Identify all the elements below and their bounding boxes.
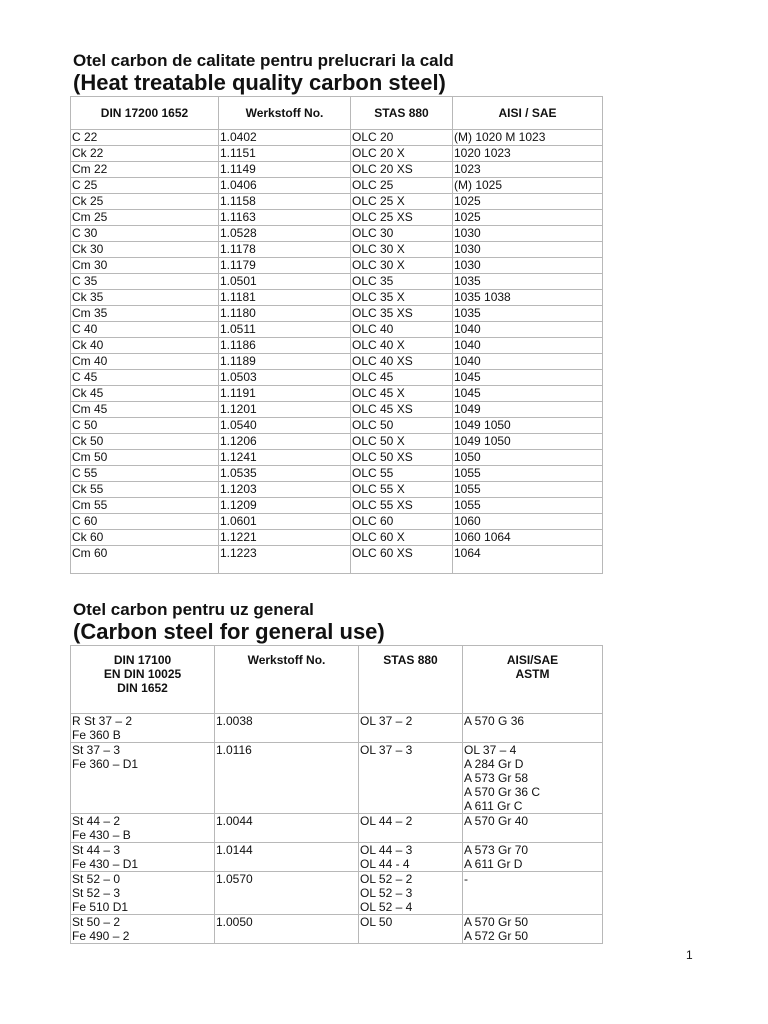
table-cell: 1.1201 — [219, 402, 351, 418]
table-cell: 1.1206 — [219, 434, 351, 450]
table-cell: Cm 60 — [71, 546, 219, 574]
table-row — [71, 290, 603, 306]
table-cell: A 570 Gr 40 — [463, 814, 603, 843]
table-cell: Ck 60 — [71, 530, 219, 546]
table-row — [71, 714, 603, 743]
table-header-row — [71, 646, 603, 714]
table-row — [71, 530, 603, 546]
table-cell: OL 52 – 2 OL 52 – 3 OL 52 – 4 — [359, 872, 463, 915]
table-row — [71, 258, 603, 274]
table-cell: OL 44 – 2 — [359, 814, 463, 843]
table-cell: OLC 35 — [351, 274, 453, 290]
table-cell: - — [463, 872, 603, 915]
table-cell: OL 50 — [359, 915, 463, 944]
table-row — [71, 814, 603, 843]
table-cell: 1030 — [453, 226, 603, 242]
table-row — [71, 146, 603, 162]
table-row — [71, 402, 603, 418]
table-cell: 1035 — [453, 274, 603, 290]
table-cell: 1.0535 — [219, 466, 351, 482]
table-row — [71, 450, 603, 466]
table-row — [71, 743, 603, 814]
table-cell: OLC 25 — [351, 178, 453, 194]
table-cell: OLC 45 X — [351, 386, 453, 402]
table-cell: 1.0540 — [219, 418, 351, 434]
table-cell: OL 37 – 3 — [359, 743, 463, 814]
table-cell: C 35 — [71, 274, 219, 290]
table-row — [71, 226, 603, 242]
section2-title-en: (Carbon steel for general use) — [73, 619, 385, 644]
table-cell: 1055 — [453, 498, 603, 514]
column-header: Werkstoff No. — [215, 646, 359, 714]
table-cell: OLC 20 X — [351, 146, 453, 162]
table-cell: 1.0511 — [219, 322, 351, 338]
table-cell: 1.0601 — [219, 514, 351, 530]
table-cell: 1023 — [453, 162, 603, 178]
table-cell: 1040 — [453, 338, 603, 354]
table-row — [71, 466, 603, 482]
table-row — [71, 872, 603, 915]
column-header: STAS 880 — [359, 646, 463, 714]
general-use-steel-table — [70, 645, 603, 944]
table-cell: 1.1151 — [219, 146, 351, 162]
table-cell: C 55 — [71, 466, 219, 482]
table-cell: A 573 Gr 70 A 611 Gr D — [463, 843, 603, 872]
table-row — [71, 274, 603, 290]
table-row — [71, 514, 603, 530]
table-cell: OLC 40 — [351, 322, 453, 338]
table-cell: Cm 55 — [71, 498, 219, 514]
table-cell: OLC 25 XS — [351, 210, 453, 226]
table-row — [71, 242, 603, 258]
table-cell: Ck 50 — [71, 434, 219, 450]
table-cell: 1.0570 — [215, 872, 359, 915]
table-row — [71, 482, 603, 498]
table-cell: OLC 30 X — [351, 242, 453, 258]
table-cell: Ck 22 — [71, 146, 219, 162]
table-cell: 1.0406 — [219, 178, 351, 194]
table-row — [71, 322, 603, 338]
table-row — [71, 354, 603, 370]
table-cell: 1.1203 — [219, 482, 351, 498]
table-cell: 1.1180 — [219, 306, 351, 322]
table-cell: OLC 55 — [351, 466, 453, 482]
table-cell: OLC 50 X — [351, 434, 453, 450]
heat-treatable-steel-table — [70, 96, 603, 574]
table-cell: OLC 45 XS — [351, 402, 453, 418]
table-cell: 1.1181 — [219, 290, 351, 306]
table-cell: OLC 60 X — [351, 530, 453, 546]
table-cell: 1.1189 — [219, 354, 351, 370]
table-cell: 1.1163 — [219, 210, 351, 226]
table-cell: Ck 55 — [71, 482, 219, 498]
table-cell: OLC 50 — [351, 418, 453, 434]
column-header: Werkstoff No. — [219, 97, 351, 130]
table-cell: R St 37 – 2 Fe 360 B — [71, 714, 215, 743]
table-cell: Cm 45 — [71, 402, 219, 418]
table-row — [71, 194, 603, 210]
table-cell: Ck 45 — [71, 386, 219, 402]
table-cell: Cm 22 — [71, 162, 219, 178]
table-cell: St 52 – 0 St 52 – 3 Fe 510 D1 — [71, 872, 215, 915]
table-cell: 1030 — [453, 242, 603, 258]
table-cell: (M) 1020 M 1023 — [453, 130, 603, 146]
table-cell: 1050 — [453, 450, 603, 466]
table-cell: (M) 1025 — [453, 178, 603, 194]
section1-title-en: (Heat treatable quality carbon steel) — [73, 70, 446, 95]
table-cell: 1.0501 — [219, 274, 351, 290]
table-cell: 1049 — [453, 402, 603, 418]
table-cell: 1.0503 — [219, 370, 351, 386]
table-cell: St 44 – 2 Fe 430 – B — [71, 814, 215, 843]
table-cell: C 60 — [71, 514, 219, 530]
table-cell: 1064 — [453, 546, 603, 574]
table-cell: 1.1191 — [219, 386, 351, 402]
table-row — [71, 546, 603, 574]
table-cell: 1035 — [453, 306, 603, 322]
table-cell: OLC 60 — [351, 514, 453, 530]
table-cell: St 37 – 3 Fe 360 – D1 — [71, 743, 215, 814]
table-cell: Ck 40 — [71, 338, 219, 354]
table-cell: OLC 20 XS — [351, 162, 453, 178]
table-header-row — [71, 97, 603, 130]
table-cell: 1045 — [453, 370, 603, 386]
table-cell: OLC 45 — [351, 370, 453, 386]
table-cell: Cm 35 — [71, 306, 219, 322]
table-cell: Cm 25 — [71, 210, 219, 226]
table-cell: OLC 30 X — [351, 258, 453, 274]
table-row — [71, 434, 603, 450]
table-cell: OLC 20 — [351, 130, 453, 146]
table-cell: OLC 35 X — [351, 290, 453, 306]
table-cell: Ck 25 — [71, 194, 219, 210]
table-cell: C 22 — [71, 130, 219, 146]
table-cell: 1055 — [453, 482, 603, 498]
table-row — [71, 338, 603, 354]
table-cell: OLC 55 XS — [351, 498, 453, 514]
table-cell: OLC 25 X — [351, 194, 453, 210]
table-cell: 1.0528 — [219, 226, 351, 242]
table-cell: 1.1179 — [219, 258, 351, 274]
table-row — [71, 498, 603, 514]
table-cell: 1.1186 — [219, 338, 351, 354]
table-cell: St 44 – 3 Fe 430 – D1 — [71, 843, 215, 872]
table-row — [71, 210, 603, 226]
table-cell: C 25 — [71, 178, 219, 194]
table-cell: 1045 — [453, 386, 603, 402]
page-number: 1 — [686, 948, 693, 962]
table-cell: 1.0116 — [215, 743, 359, 814]
table-cell: OLC 40 XS — [351, 354, 453, 370]
table-cell: 1.1209 — [219, 498, 351, 514]
table-cell: 1030 — [453, 258, 603, 274]
table-cell: OL 37 – 4 A 284 Gr D A 573 Gr 58 A 570 Gr 36 C A 611 Gr C — [463, 743, 603, 814]
table-cell: 1.0402 — [219, 130, 351, 146]
table-cell: OLC 30 — [351, 226, 453, 242]
table-row — [71, 915, 603, 944]
table-cell: OLC 40 X — [351, 338, 453, 354]
column-header: STAS 880 — [351, 97, 453, 130]
table-cell: 1.0038 — [215, 714, 359, 743]
column-header: AISI / SAE — [453, 97, 603, 130]
table-cell: 1.1149 — [219, 162, 351, 178]
table-cell: 1040 — [453, 354, 603, 370]
table-cell: 1049 1050 — [453, 434, 603, 450]
table-cell: 1.1241 — [219, 450, 351, 466]
table-cell: OL 44 – 3 OL 44 - 4 — [359, 843, 463, 872]
table-cell: Cm 30 — [71, 258, 219, 274]
table-cell: A 570 Gr 50 A 572 Gr 50 — [463, 915, 603, 944]
table-cell: Ck 30 — [71, 242, 219, 258]
table-cell: 1060 — [453, 514, 603, 530]
table-cell: 1055 — [453, 466, 603, 482]
table-cell: 1.1223 — [219, 546, 351, 574]
table-cell: C 30 — [71, 226, 219, 242]
table-cell: C 40 — [71, 322, 219, 338]
table-cell: A 570 G 36 — [463, 714, 603, 743]
table-cell: Cm 50 — [71, 450, 219, 466]
table-cell: 1.0144 — [215, 843, 359, 872]
column-header: DIN 17200 1652 — [71, 97, 219, 130]
table-cell: C 50 — [71, 418, 219, 434]
table-cell: 1049 1050 — [453, 418, 603, 434]
table-cell: Cm 40 — [71, 354, 219, 370]
section2-title-ro: Otel carbon pentru uz general — [73, 600, 314, 619]
table-cell: 1.1221 — [219, 530, 351, 546]
table-row — [71, 130, 603, 146]
section1-title-ro: Otel carbon de calitate pentru prelucrari la cald — [73, 51, 454, 70]
column-header: AISI/SAE ASTM — [463, 646, 603, 714]
table-row — [71, 386, 603, 402]
table-cell: St 50 – 2 Fe 490 – 2 — [71, 915, 215, 944]
table-row — [71, 162, 603, 178]
table-cell: OLC 50 XS — [351, 450, 453, 466]
table-row — [71, 843, 603, 872]
table-cell: 1025 — [453, 194, 603, 210]
table-cell: OL 37 – 2 — [359, 714, 463, 743]
table-cell: 1.1158 — [219, 194, 351, 210]
table-cell: 1.1178 — [219, 242, 351, 258]
table-cell: OLC 55 X — [351, 482, 453, 498]
table-cell: C 45 — [71, 370, 219, 386]
table-cell: 1025 — [453, 210, 603, 226]
table-row — [71, 178, 603, 194]
table-row — [71, 306, 603, 322]
table-cell: 1.0050 — [215, 915, 359, 944]
table-row — [71, 370, 603, 386]
column-header: DIN 17100 EN DIN 10025 DIN 1652 — [71, 646, 215, 714]
table-cell: 1040 — [453, 322, 603, 338]
table-cell: 1.0044 — [215, 814, 359, 843]
table-cell: OLC 60 XS — [351, 546, 453, 574]
table-row — [71, 418, 603, 434]
table-cell: OLC 35 XS — [351, 306, 453, 322]
table-cell: 1035 1038 — [453, 290, 603, 306]
table-cell: Ck 35 — [71, 290, 219, 306]
table-cell: 1020 1023 — [453, 146, 603, 162]
table-cell: 1060 1064 — [453, 530, 603, 546]
